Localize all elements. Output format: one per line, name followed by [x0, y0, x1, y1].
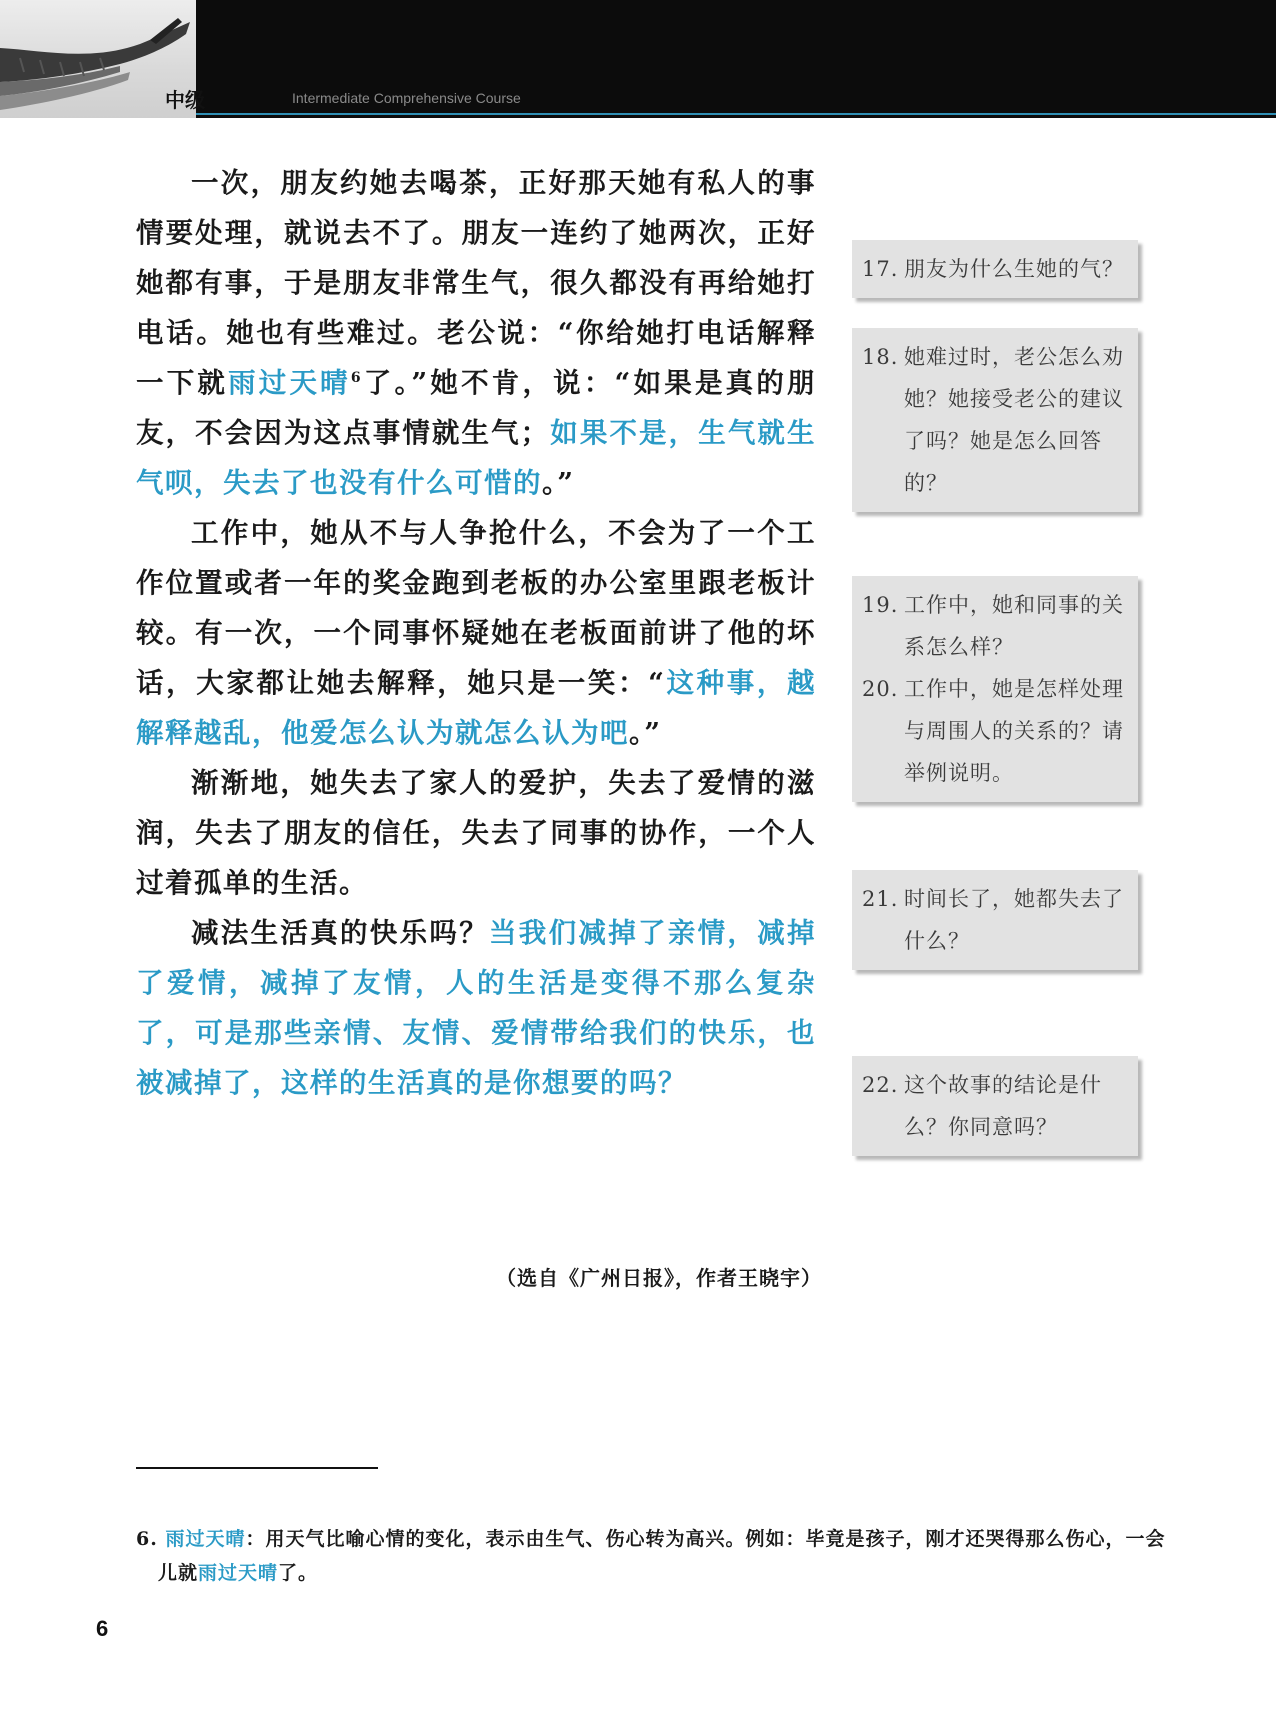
- question-item: [862, 336, 1126, 504]
- highlighted-text: 如果不是，生气就生气呗，失去了也没有什么可惜的: [136, 417, 817, 499]
- text-run: 减法生活真的快乐吗？: [191, 917, 489, 949]
- text-run: 工作中，她从不与人争抢什么，不会为了一个工作位置或者一年的奖金跑到老板的办公室里跟老板计较。有一次，一个同事怀疑她在老板面前讲了他的坏话，大家都让她去解释，她只是一笑：“: [136, 517, 816, 699]
- question-text: 时间长了，她都失去了什么？: [904, 887, 1124, 953]
- text-run: 6.: [136, 1528, 166, 1550]
- highlighted-text: 雨过天晴: [228, 367, 351, 399]
- question-text: 她难过时，老公怎么劝她？她接受老公的建议了吗？她是怎么回答的？: [904, 345, 1124, 495]
- text-run: 了。: [278, 1562, 319, 1584]
- paragraph: [136, 158, 816, 508]
- footnote: [136, 1522, 1166, 1590]
- highlighted-text: 这种事，越解释越乱，他爱怎么认为就怎么认为吧: [136, 667, 816, 749]
- paragraph: [136, 908, 816, 1108]
- text-run: 了。”她不肯，说：“如果是真的朋友，不会因为这点事情就生气；: [136, 367, 817, 449]
- text-run: 。”: [542, 467, 575, 499]
- book-subtitle: Intermediate Comprehensive Course: [292, 90, 521, 106]
- question-number: 21.: [862, 887, 899, 911]
- question-box: [852, 328, 1138, 512]
- highlighted-text: 雨过天晴: [165, 1528, 246, 1550]
- question-number: 20.: [862, 677, 899, 701]
- question-box: [852, 870, 1138, 970]
- text-run: ：用天气比喻心情的变化，表示由生气、伤心转为高兴。例如：毕竟是孩子，刚才还哭得那么伤心，一会儿就: [158, 1528, 1166, 1584]
- highlighted-text: 雨过天晴: [198, 1562, 279, 1584]
- question-text: 这个故事的结论是什么？你同意吗？: [904, 1073, 1102, 1139]
- footnote-marker: 6: [350, 369, 363, 386]
- text-run: 。”: [629, 717, 662, 749]
- question-item: [862, 248, 1126, 290]
- question-number: 18.: [862, 345, 899, 369]
- question-item: [862, 878, 1126, 962]
- paragraph: [136, 758, 816, 908]
- question-text: 工作中，她是怎样处理与周围人的关系的？请举例说明。: [904, 677, 1124, 785]
- question-number: 19.: [862, 593, 899, 617]
- question-box: [852, 576, 1138, 802]
- question-box: [852, 1056, 1138, 1156]
- paragraph: [136, 508, 816, 758]
- header-divider: [196, 113, 1276, 115]
- question-number: 17.: [862, 257, 899, 281]
- text-run: 渐渐地，她失去了家人的爱护，失去了爱情的滋润，失去了朋友的信任，失去了同事的协作，一个人过着孤单的生活。: [136, 767, 816, 899]
- question-item: [862, 668, 1126, 794]
- question-text: 朋友为什么生她的气？: [904, 257, 1124, 281]
- page-header: [0, 0, 1276, 118]
- book-title: 中级: [165, 88, 205, 112]
- question-item: [862, 584, 1126, 668]
- question-number: 22.: [862, 1073, 899, 1097]
- question-text: 工作中，她和同事的关系怎么样？: [904, 593, 1124, 659]
- question-item: [862, 1064, 1126, 1148]
- question-box: [852, 240, 1138, 298]
- highlighted-text: 当我们减掉了亲情，减掉了爱情，减掉了友情，人的生活是变得不那么复杂了，可是那些亲情、友情、爱情带给我们的快乐，也被减掉了，这样的生活真的是你想要的吗？: [136, 917, 816, 1099]
- footnote-rule: [136, 1467, 378, 1469]
- text-run: 一次，朋友约她去喝茶，正好那天她有私人的事情要处理，就说去不了。朋友一连约了她两次，正好她都有事，于是朋友非常生气，很久都没有再给她打电话。她也有些难过。老公说：“你给她打电话解释一下就: [136, 167, 816, 399]
- page-number: 6: [96, 1616, 109, 1641]
- source-citation: （选自《广州日报》，作者王晓宇）: [496, 1266, 822, 1290]
- reading-passage: [136, 158, 816, 1108]
